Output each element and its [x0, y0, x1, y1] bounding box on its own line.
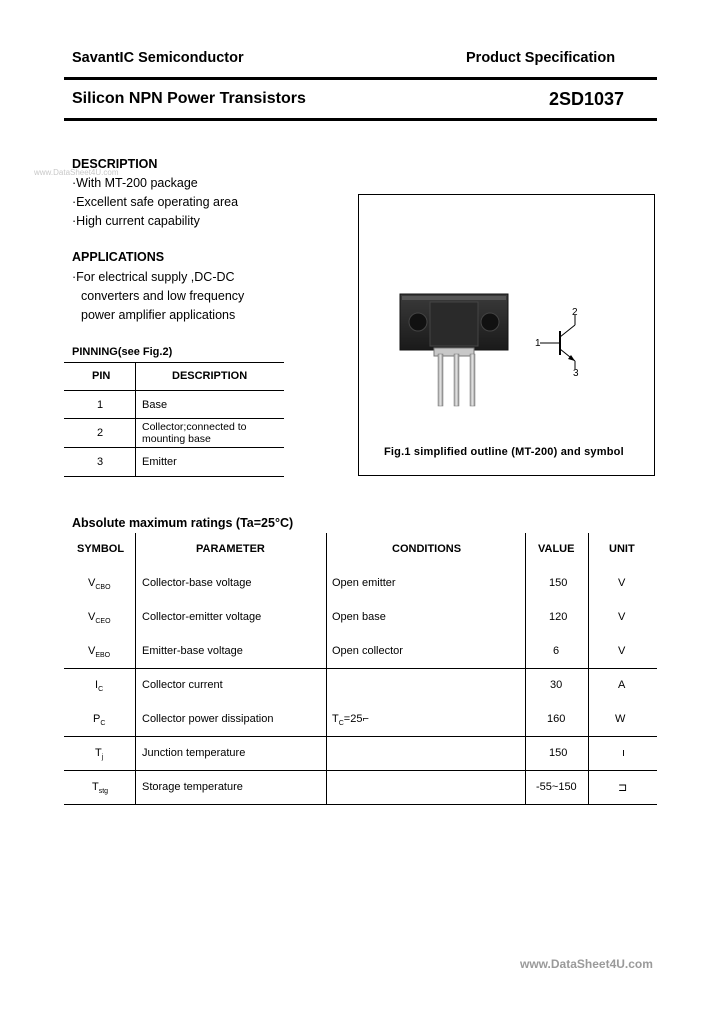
rating-parameter: Collector-base voltage — [142, 577, 252, 589]
company-name: SavantIC Semiconductor — [72, 50, 244, 66]
rating-condition: Open base — [332, 611, 386, 623]
rating-unit: V — [618, 645, 626, 657]
rating-unit: W — [615, 713, 626, 725]
watermark-top: www.DataSheet4U.com — [34, 168, 119, 177]
header-rule-top — [64, 77, 657, 80]
rating-value: 30 — [550, 679, 563, 691]
rating-parameter: Emitter-base voltage — [142, 645, 243, 657]
document-title: Silicon NPN Power Transistors — [72, 90, 306, 107]
rating-condition: Open collector — [332, 645, 403, 657]
pin-description: Emitter — [142, 456, 177, 468]
rating-parameter: Storage temperature — [142, 781, 243, 793]
rating-value: 160 — [547, 713, 566, 725]
applications-line: power amplifier applications — [81, 308, 236, 322]
ratings-table — [64, 533, 657, 805]
rating-unit: ı — [622, 747, 626, 759]
pin-description-line2: mounting base — [142, 433, 211, 445]
ratings-header-parameter: PARAMETER — [196, 543, 265, 555]
footer-watermark: www.DataSheet4U.com — [520, 957, 653, 971]
rating-symbol: $V_{CEO}$ — [88, 611, 111, 626]
rating-value: 120 — [549, 611, 568, 623]
pin-number: 3 — [97, 456, 104, 468]
description-item: ·High current capability — [72, 214, 200, 228]
pinning-table — [64, 362, 284, 478]
rating-symbol: $P_C$ — [93, 713, 106, 728]
symbol-pin-base-label: 1 — [535, 338, 541, 349]
rating-symbol: $V_{EBO}$ — [88, 645, 111, 660]
ratings-header-symbol: SYMBOL — [77, 543, 125, 555]
description-item: ·With MT-200 package — [72, 176, 198, 190]
transistor-package-image — [398, 292, 512, 412]
rating-unit: V — [618, 611, 626, 623]
rating-value: -55~150 — [536, 781, 577, 793]
ratings-header-unit: UNIT — [609, 543, 635, 555]
rating-symbol: $I_C$ — [95, 679, 104, 694]
spec-type: Product Specification — [466, 50, 616, 66]
rating-symbol: $T_j$ — [95, 747, 104, 762]
rating-unit: ⊐ — [618, 782, 628, 794]
rating-unit: A — [618, 679, 626, 691]
rating-parameter: Collector power dissipation — [142, 713, 274, 725]
rating-value: 150 — [549, 577, 568, 589]
pinning-heading: PINNING(see Fig.2) — [72, 346, 173, 358]
rating-symbol: $T_{stg}$ — [92, 781, 109, 796]
ratings-heading: Absolute maximum ratings (Ta=25°C) — [72, 516, 294, 530]
desc-col-header: DESCRIPTION — [172, 370, 248, 382]
pin-number: 2 — [97, 427, 104, 439]
applications-line: ·For electrical supply ,DC-DC — [72, 270, 235, 284]
rating-value: 150 — [549, 747, 568, 759]
rating-parameter: Collector-emitter voltage — [142, 611, 262, 623]
part-number: 2SD1037 — [549, 89, 625, 109]
ratings-header-value: VALUE — [538, 543, 575, 555]
description-item: ·Excellent safe operating area — [72, 195, 239, 209]
rating-parameter: Collector current — [142, 679, 223, 691]
symbol-pin-emitter-label: 3 — [573, 368, 579, 379]
rating-value: 6 — [553, 645, 560, 657]
pin-number: 1 — [97, 399, 104, 411]
figure-caption: Fig.1 simplified outline (MT-200) and symbol — [384, 446, 624, 458]
rating-parameter: Junction temperature — [142, 747, 246, 759]
applications-line: converters and low frequency — [81, 289, 245, 303]
pin-col-header: PIN — [92, 370, 111, 382]
rating-symbol: $V_{CBO}$ — [88, 577, 111, 592]
rating-unit: V — [618, 577, 626, 589]
rating-condition: $T_C=25⌐$ — [332, 713, 369, 728]
description-heading: DESCRIPTION — [72, 157, 158, 171]
applications-heading: APPLICATIONS — [72, 250, 165, 264]
pin-description: Base — [142, 399, 168, 411]
rating-condition: Open emitter — [332, 577, 396, 589]
ratings-header-conditions: CONDITIONS — [392, 543, 462, 555]
header-rule-bottom — [64, 118, 657, 121]
pin-description: Collector;connected to — [142, 421, 247, 433]
symbol-pin-collector-label: 2 — [572, 307, 578, 318]
